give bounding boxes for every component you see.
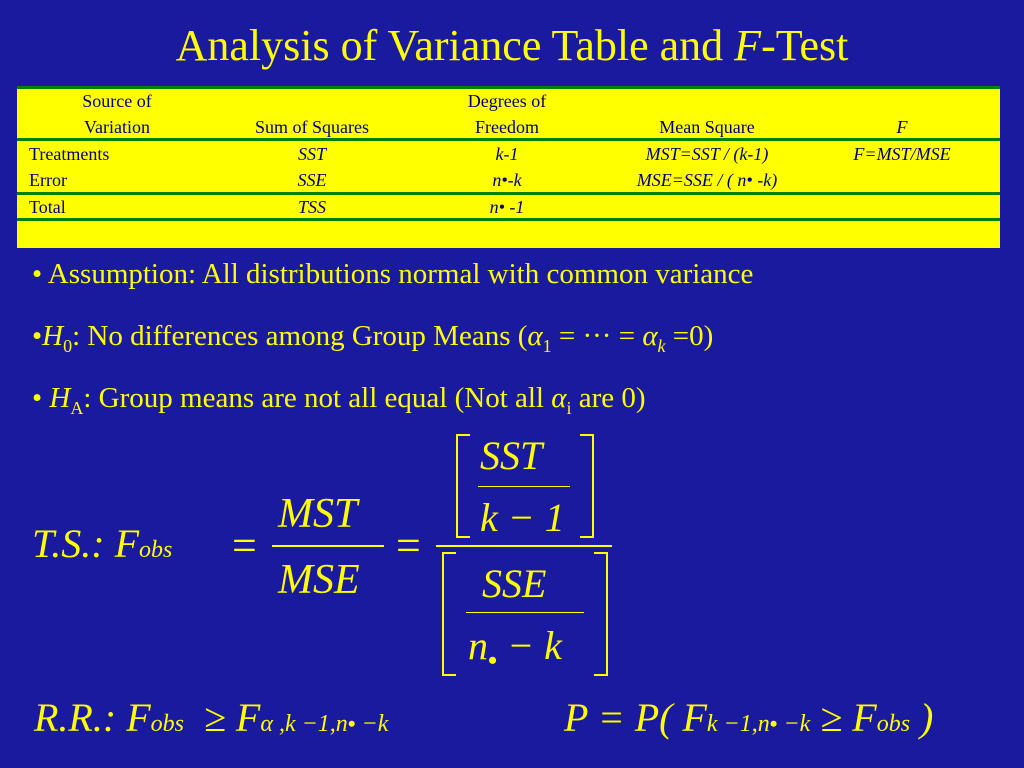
ts-sst: SST (480, 433, 543, 478)
anova-table (17, 86, 1000, 248)
lower-right-bracket (594, 552, 608, 676)
ts-sse: SSE (482, 561, 547, 606)
upper-right-bracket (580, 434, 594, 538)
header-f: F (896, 117, 908, 137)
row-total-df: n• -1 (489, 197, 525, 217)
ts-k-minus-1: k − 1 (480, 495, 565, 540)
row-error-source: Error (29, 170, 67, 190)
slide-title: Analysis of Variance Table and F-Test (175, 21, 849, 70)
ts-main-bar (436, 545, 612, 547)
row-error-df: n•-k (492, 170, 522, 190)
formula-p-value: P = P( Fk −1,n• −k ≥ Fobs ) (564, 695, 934, 740)
ts-eq2: = (396, 521, 421, 570)
ts-eq1: = (232, 521, 257, 570)
bullet-h0: $•H_0$: No differences among Group Means ($\alpha_1$ = ··· = $\alpha_k =0$) (32, 320, 714, 356)
row-treatments-f: F=MST/MSE (853, 144, 951, 164)
header-df-line2: Freedom (475, 117, 539, 137)
row-error-ms: MSE=SSE / ( n• -k) (636, 170, 778, 190)
formula-rejection-region: R.R.: Fobs ≥ Fα ,k −1,n• −k (34, 695, 389, 740)
header-source-line1: Source of (82, 91, 152, 111)
ts-frac-bar (272, 545, 384, 547)
header-df-line1: Degrees of (467, 91, 547, 111)
row-total-source: Total (29, 197, 66, 217)
row-treatments-ms: MST=SST / (k-1) (645, 144, 769, 164)
row-error-ss: SSE (297, 170, 327, 190)
upper-frac-bar (478, 486, 570, 487)
ts-n-minus-k: $n_• - k$ (468, 623, 562, 675)
ts-lhs: T.S.: Fobs (32, 521, 173, 566)
row-treatments-df: k-1 (495, 144, 519, 164)
bullet-assumption: • Assumption: All distributions normal with common variance (32, 258, 754, 290)
ts-num-mst: MST (278, 491, 358, 537)
row-treatments-ss: SST (297, 144, 326, 164)
header-source-line2: Variation (84, 117, 150, 137)
header-sum-of-squares: Sum of Squares (255, 117, 369, 137)
upper-left-bracket (456, 434, 470, 538)
row-treatments-source: Treatments (29, 144, 110, 164)
lower-frac-bar (466, 612, 584, 613)
header-mean-square: Mean Square (659, 117, 755, 137)
lower-left-bracket (442, 552, 456, 676)
ts-den-mse: MSE (278, 557, 360, 603)
row-total-ss: TSS (297, 197, 326, 217)
bullet-ha: • $H_A$: Group means are not all equal (Not all $\alpha_i$ are 0) (32, 382, 646, 418)
